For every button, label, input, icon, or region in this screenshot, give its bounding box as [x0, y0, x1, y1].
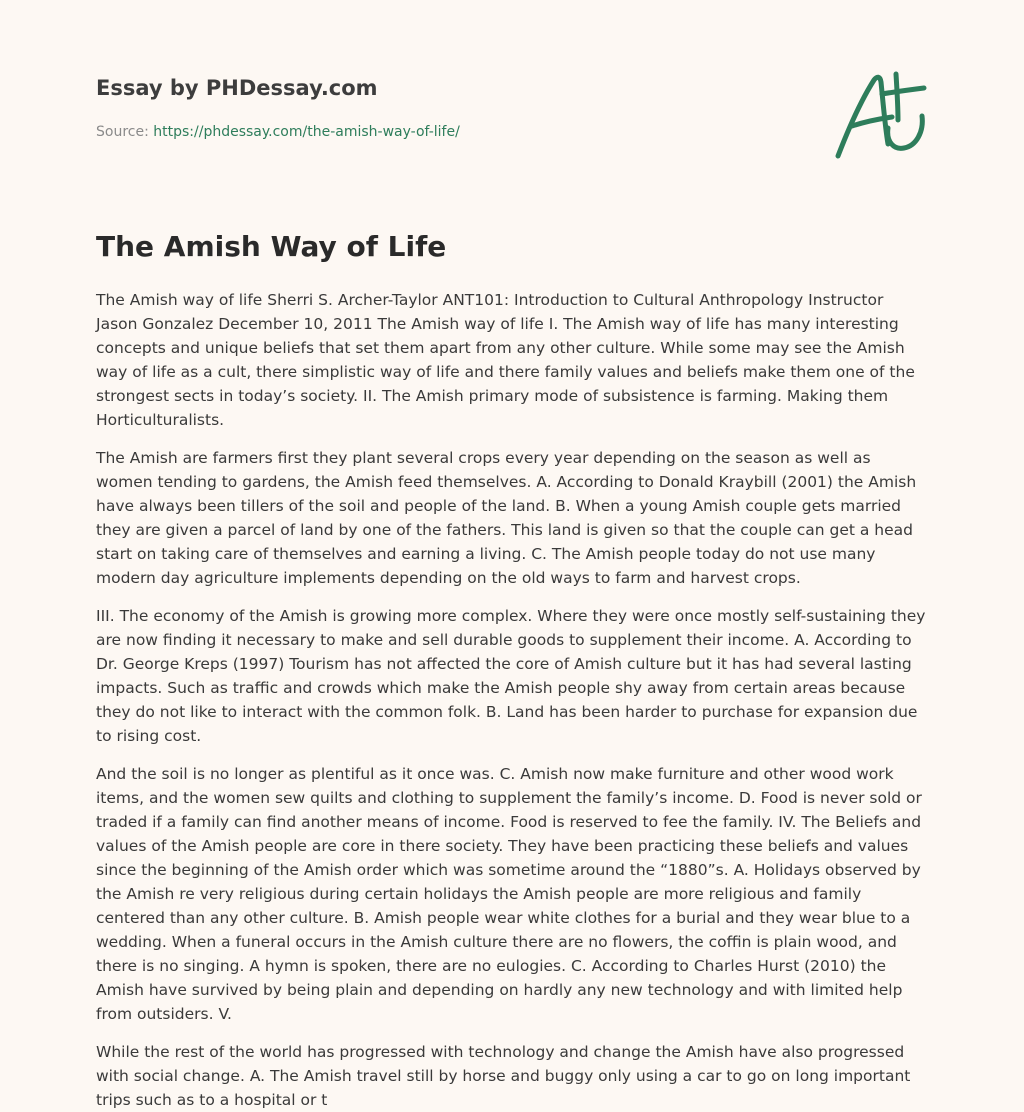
body-paragraph: The Amish way of life Sherri S. Archer-Taylor ANT101: Introduction to Cultural Anthropology Instructor Jason Gonzalez December 10, 2011 The Amish way of life I. The Amish way of life has many interesting concepts and unique beliefs that set them apart from any other culture. While some may see the Amish way of life as a cult, there simplistic way of life and there family values and beliefs make them one of the strongest sects in today’s society. II. The Amish primary mode of subsistence is farming. Making them Horticulturalists.	[96, 290, 915, 429]
body-paragraph: While the rest of the world has progressed with technology and change the Amish have also progressed with social change. A. The Amish travel still by horse and buggy only using a car to go on long important trips such as to a hospital or t	[96, 1042, 911, 1109]
source-link[interactable]: https://phdessay.com/the-amish-way-of-life/	[153, 124, 460, 140]
body-paragraph: III. The economy of the Amish is growing more complex. Where they were once mostly self-sustaining they are now finding it necessary to make and sell durable goods to supplement their income. A. According to Dr. George Kreps (1997) Tourism has not affected the core of Amish culture but it has had several lasting impacts. Such as traffic and crowds which make the Amish people shy away from certain areas because they do not like to interact with the common folk. B. Land has been harder to purchase for expansion due to rising cost.	[96, 606, 926, 745]
source-line	[96, 124, 460, 140]
body-paragraph: And the soil is no longer as plentiful as it once was. C. Amish now make furniture and other wood work items, and the women sew quilts and clothing to supplement the family’s income. D. Food is never sold or traded if a family can find another means of income. Food is reserved to fee the family. IV. The Beliefs and values of the Amish people are core in there society. They have been practicing these beliefs and values since the beginning of the Amish order which was sometime around the “1880”s. A. Holidays observed by the Amish re very religious during certain holidays the Amish people are more religious and family centered than any other culture. B. Amish people wear white clothes for a burial and they wear blue to a wedding. When a funeral occurs in the Amish culture there are no flowers, the coffin is plain wood, and there is no singing. A hymn is spoken, there are no eulogies. C. According to Charles Hurst (2010) the Amish have survived by being plain and depending on hardly any new technology and with limited help from outsiders. V.	[96, 764, 922, 1023]
body-paragraph: The Amish are farmers first they plant several crops every year depending on the season as well as women tending to gardens, the Amish feed themselves. A. According to Donald Kraybill (2001) the Amish have always been tillers of the soil and people of the land. B. When a young Amish couple gets married they are given a parcel of land by one of the fathers. This land is given so that the couple can get a head start on taking care of themselves and earning a living. C. The Amish people today do not use many modern day agriculture implements depending on the old ways to farm and harvest crops.	[96, 448, 917, 587]
source-label: Source:	[96, 124, 154, 140]
page-header	[96, 0, 928, 230]
site-title: Essay by PHDessay.com	[96, 76, 378, 100]
a-plus-logo-icon	[830, 68, 930, 164]
document-title: The Amish Way of Life	[96, 230, 447, 263]
document-body	[96, 288, 928, 1112]
